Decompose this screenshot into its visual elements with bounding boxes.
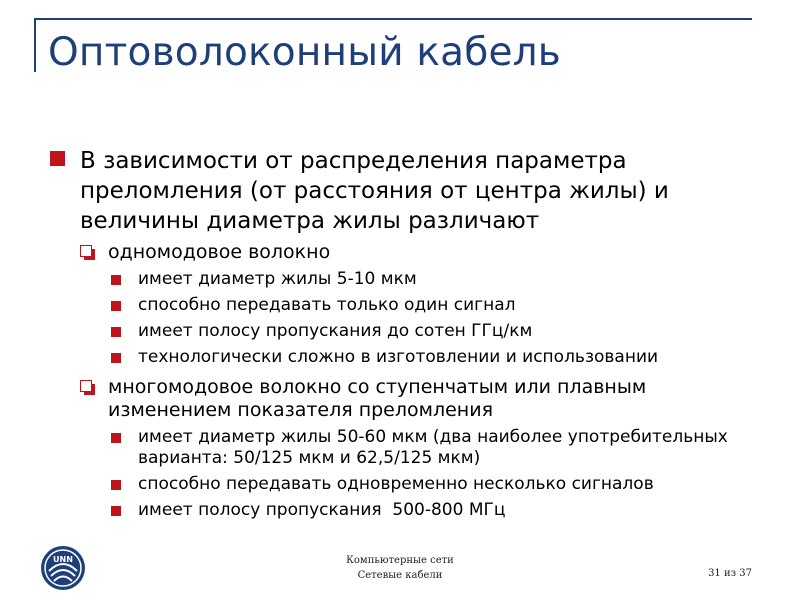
square-bullet-icon — [111, 327, 121, 337]
list-item — [48, 295, 768, 316]
sub-bullet-single-mode — [48, 241, 768, 264]
main-bullet-text: В зависимости от распределения параметра преломления (от расстояния от центра жилы) и величины диаметра жилы различают — [80, 148, 669, 234]
square-bullet-icon — [111, 353, 121, 363]
square-bullet-icon — [111, 480, 121, 490]
list-item-text: способно передавать одновременно несколько сигналов — [138, 474, 654, 494]
list-item — [48, 321, 768, 342]
footer-course: Компьютерные сети — [346, 555, 454, 566]
list-item-text: имеет диаметр жилы 5-10 мкм — [138, 269, 417, 289]
slide-content — [48, 146, 768, 521]
hollow-square-bullet-icon — [80, 380, 92, 392]
square-bullet-icon — [111, 275, 121, 285]
list-item — [48, 269, 768, 290]
sub-bullet-multi-mode — [48, 376, 768, 422]
list-item-text: способно передавать только один сигнал — [138, 295, 516, 315]
square-bullet-icon — [111, 433, 121, 443]
list-item — [48, 474, 768, 495]
main-bullet-point — [48, 146, 768, 236]
list-item-text: имеет полосу пропускания до сотен ГГц/км — [138, 321, 533, 341]
title-frame-left-line — [34, 18, 36, 72]
slide-title: Оптоволоконный кабель — [48, 30, 561, 75]
footer-topic: Сетевые кабели — [357, 570, 443, 581]
list-item — [48, 347, 768, 368]
page-number: 31 из 37 — [708, 568, 752, 579]
square-bullet-icon — [50, 151, 65, 166]
list-item — [48, 427, 768, 469]
list-item — [48, 500, 768, 521]
list-item-text: имеет полосу пропускания 500-800 МГц — [138, 500, 506, 520]
sub-bullet-text: одномодовое волокно — [108, 241, 331, 263]
slide-footer — [300, 553, 500, 583]
svg-text:UNN: UNN — [53, 555, 73, 564]
title-frame-top-line — [34, 18, 752, 20]
square-bullet-icon — [111, 506, 121, 516]
square-bullet-icon — [111, 301, 121, 311]
list-item-text: технологически сложно в изготовлении и использовании — [138, 347, 659, 367]
sub-bullet-text: многомодовое волокно со ступенчатым или плавным изменением показателя преломления — [108, 376, 647, 421]
list-item-text: имеет диаметр жилы 50-60 мкм (два наиболее употребительных варианта: 50/125 мкм и 62,5/125 мкм) — [138, 427, 728, 468]
university-logo-icon — [40, 545, 86, 591]
hollow-square-bullet-icon — [80, 245, 92, 257]
